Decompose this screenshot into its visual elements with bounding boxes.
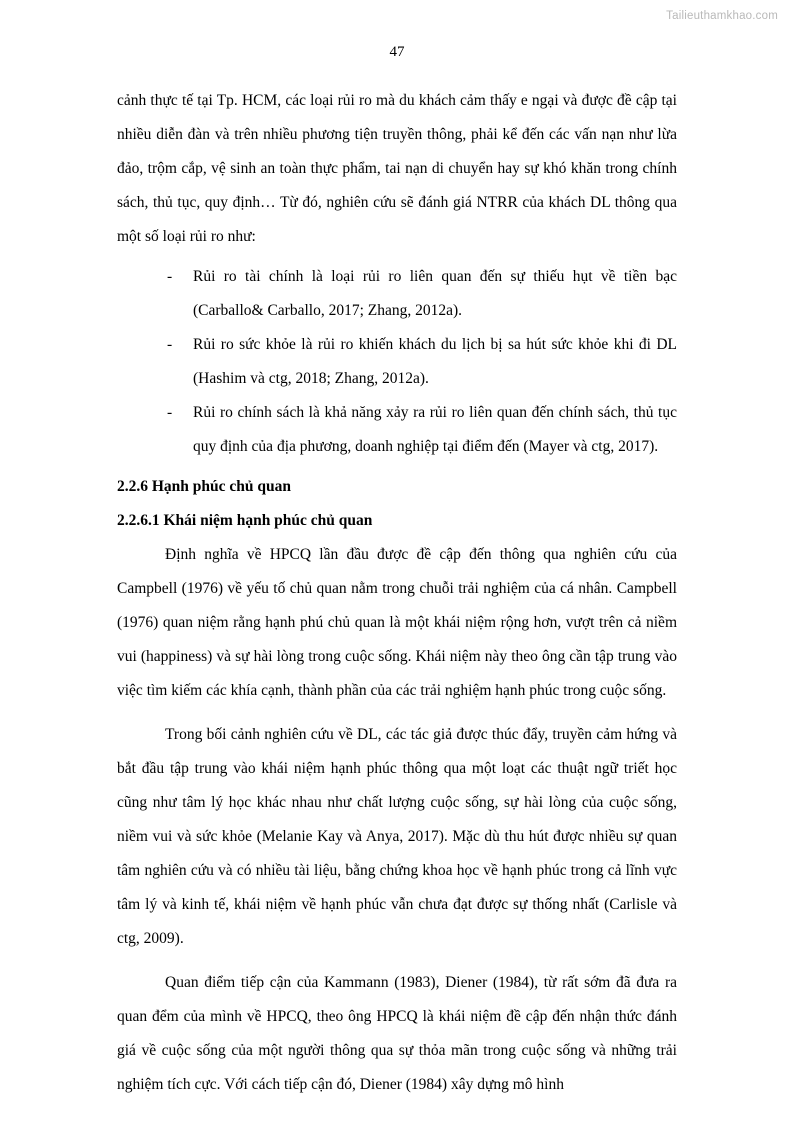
page-content bbox=[117, 84, 677, 1102]
list-bullet-marker: - bbox=[167, 268, 173, 285]
list-item-text: Rủi ro sức khỏe là rủi ro khiến khách du lịch bị sa hút sức khỏe khi đi DL (Hashim và ctg, 2018; Zhang, 2012a). bbox=[193, 336, 677, 387]
paragraph-intro: cảnh thực tế tại Tp. HCM, các loại rủi ro mà du khách cảm thấy e ngại và được đề cập tại nhiều diễn đàn và trên nhiều phương tiện truyền thông, phải kể đến các vấn nạn như lừa đảo, trộm cắp, vệ sinh an toàn thực phẩm, tai nạn di chuyển hay sự khó khăn trong chính sách, thủ tục, quy định… Từ đó, nghiên cứu sẽ đánh giá NTRR của khách DL thông qua một số loại rủi ro như: bbox=[117, 92, 677, 245]
risk-type-list bbox=[117, 260, 677, 464]
paragraph-definition: Định nghĩa về HPCQ lần đầu được đề cập đến thông qua nghiên cứu của Campbell (1976) về yếu tố chủ quan nằm trong chuỗi trải nghiệm của cá nhân. Campbell (1976) quan niệm rằng hạnh phú chủ quan là một khái niệm rộng hơn, vượt trên cả niềm vui (happiness) và sự hài lòng trong cuộc sống. Khái niệm này theo ông cần tập trung vào việc tìm kiếm các khía cạnh, thành phần của các trải nghiệm hạnh phúc trong cuộc sống. bbox=[117, 546, 677, 699]
paragraph-tourism-context: Trong bối cảnh nghiên cứu về DL, các tác giả được thúc đẩy, truyền cảm hứng và bắt đầu tập trung vào khái niệm hạnh phúc thông qua một loạt các thuật ngữ triết học cũng như tâm lý học khác nhau như chất lượng cuộc sống, sự hài lòng của cuộc sống, niềm vui và sức khỏe (Melanie Kay và Anya, 2017). Mặc dù thu hút được nhiều sự quan tâm nghiên cứu và có nhiều tài liệu, bằng chứng khoa học về hạnh phúc trong cả lĩnh vực tâm lý và kinh tế, khái niệm về hạnh phúc vẫn chưa đạt được sự thống nhất (Carlisle và ctg, 2009). bbox=[117, 726, 677, 947]
list-item bbox=[117, 328, 677, 396]
list-item-text: Rủi ro chính sách là khả năng xảy ra rủi ro liên quan đến chính sách, thủ tục quy định của địa phương, doanh nghiệp tại điểm đến (Mayer và ctg, 2017). bbox=[193, 404, 677, 455]
page-number: 47 bbox=[389, 44, 405, 60]
list-bullet-marker: - bbox=[167, 336, 173, 353]
subsection-heading: 2.2.6.1 Khái niệm hạnh phúc chủ quan bbox=[117, 512, 373, 529]
list-item bbox=[117, 260, 677, 328]
section-heading: 2.2.6 Hạnh phúc chủ quan bbox=[117, 478, 292, 495]
paragraph-spacer bbox=[117, 956, 677, 966]
paragraph-perspective: Quan điểm tiếp cận của Kammann (1983), Diener (1984), từ rất sớm đã đưa ra quan đểm của mình về HPCQ, theo ông HPCQ là khái niệm đề cập đến nhận thức đánh giá về cuộc sống của một người thông qua sự thỏa mãn trong cuộc sống và những trải nghiệm tích cực. Với cách tiếp cận đó, Diener (1984) xây dựng mô hình bbox=[117, 974, 677, 1093]
list-item-text: Rủi ro tài chính là loại rủi ro liên quan đến sự thiếu hụt về tiền bạc (Carballo& Carballo, 2017; Zhang, 2012a). bbox=[193, 268, 677, 319]
list-bullet-marker: - bbox=[167, 404, 173, 421]
list-item bbox=[117, 396, 677, 464]
watermark-text: Tailieuthamkhao.com bbox=[666, 10, 778, 22]
paragraph-spacer bbox=[117, 708, 677, 718]
